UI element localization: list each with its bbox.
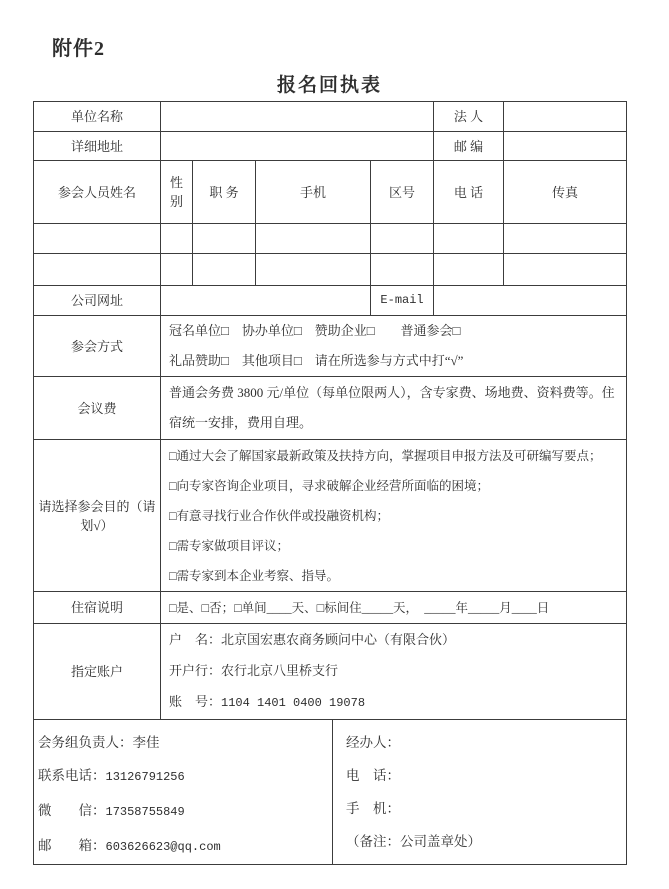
organizer-wechat-value: 17358755849 — [105, 805, 185, 819]
gender-header-line1: 性 — [169, 175, 183, 190]
page-title: 报名回执表 — [276, 75, 382, 96]
fax-header: 传真 — [504, 161, 627, 224]
address-label: 详细地址 — [34, 132, 161, 161]
attendee1-gender-cell — [161, 224, 193, 254]
gender-header — [161, 161, 193, 224]
organizer-name-line — [38, 726, 328, 759]
account-number-line — [169, 686, 620, 719]
organizer-name-value: 李佳 — [132, 735, 160, 750]
purpose-options-cell — [161, 440, 627, 592]
row-address — [34, 132, 627, 161]
legal-person-input-cell — [504, 102, 627, 132]
row-participation — [34, 316, 627, 377]
purpose-label — [34, 440, 161, 592]
account-details-cell — [161, 624, 627, 720]
area-code-header: 区号 — [371, 161, 434, 224]
phone-header: 电 话 — [434, 161, 504, 224]
attendee-name-header: 参会人员姓名 — [34, 161, 161, 224]
gender-header-line2: 别 — [169, 194, 183, 209]
attendee1-area-code-cell — [371, 224, 434, 254]
account-holder-value: 北京国宏惠农商务顾问中心（有限合伙） — [221, 632, 456, 647]
purpose-option: □向专家咨询企业项目，寻求破解企业经营所面临的困境； — [169, 478, 490, 493]
organizer-email-label: 邮 箱： — [38, 838, 106, 853]
position-header: 职 务 — [193, 161, 256, 224]
account-bank-value: 农行北京八里桥支行 — [221, 663, 339, 678]
purpose-label-line1: 请选择参会目的（请 — [38, 498, 156, 514]
account-label: 指定账户 — [34, 624, 161, 720]
organizer-phone-value: 13126791256 — [105, 770, 185, 784]
fee-label: 会议费 — [34, 377, 161, 440]
account-number-label: 账 号： — [169, 694, 222, 709]
attendee2-phone-cell — [434, 254, 504, 286]
company-seal-note: （备注：公司盖章处） — [346, 834, 481, 849]
attendee2-mobile-cell — [256, 254, 371, 286]
participation-options-cell — [161, 316, 627, 377]
account-bank-label: 开户行： — [169, 663, 222, 678]
row-website — [34, 286, 627, 316]
attendee2-gender-cell — [161, 254, 193, 286]
organizer-phone-line — [38, 759, 328, 794]
attendee1-position-cell — [193, 224, 256, 254]
fee-description: 普通会务费 3800 元/单位（每单位限两人），含专家费、场地费、资料费等。住宿统一安排，费用自理。 — [161, 377, 627, 440]
handler-label: 经办人： — [346, 735, 400, 750]
row-unit-name — [34, 102, 627, 132]
organizer-email-line — [38, 829, 328, 864]
purpose-option: □需专家做项目评议； — [169, 538, 290, 553]
unit-name-input-cell — [161, 102, 434, 132]
organizer-wechat-line — [38, 794, 328, 829]
account-number-value: 1104 1401 0400 19078 — [221, 696, 366, 710]
address-input-cell — [161, 132, 434, 161]
row-footer-contacts — [34, 720, 627, 865]
legal-person-label: 法 人 — [434, 102, 504, 132]
email-label: E-mail — [371, 286, 434, 316]
organizer-contact-cell — [34, 720, 333, 865]
purpose-label-line2: 划√） — [80, 517, 114, 533]
purpose-option: □通过大会了解国家最新政策及扶持方向，掌握项目申报方法及可研编写要点； — [169, 448, 602, 463]
attachment-label: 附件2 — [52, 38, 105, 60]
website-input-cell — [161, 286, 371, 316]
attendee2-name-cell — [34, 254, 161, 286]
organizer-wechat-label: 微 信： — [38, 803, 106, 818]
attendee2-area-code-cell — [371, 254, 434, 286]
website-label: 公司网址 — [34, 286, 161, 316]
attendee-row-1 — [34, 224, 627, 254]
purpose-option: □需专家到本企业考察、指导。 — [169, 568, 340, 583]
email-input-cell — [434, 286, 627, 316]
organizer-name-label: 会务组负责人： — [38, 735, 133, 750]
row-attendee-header — [34, 161, 627, 224]
handler-phone-label: 电 话： — [346, 768, 400, 783]
account-holder-line — [169, 624, 620, 655]
postal-code-label: 邮 编 — [434, 132, 504, 161]
purpose-option: □有意寻找行业合作伙伴或投融资机构； — [169, 508, 390, 523]
attendee1-fax-cell — [504, 224, 627, 254]
account-holder-label: 户 名： — [169, 632, 222, 647]
accommodation-options: □是、□否；□单间____天、□标间住_____天， _____年_____月____日 — [161, 592, 627, 624]
applicant-contact-cell — [333, 720, 627, 865]
attendee1-phone-cell — [434, 224, 504, 254]
participation-options-line1: 冠名单位□ 协办单位□ 赞助企业□ 普通参会□ — [169, 323, 461, 338]
row-accommodation — [34, 592, 627, 624]
row-fee — [34, 377, 627, 440]
handler-mobile-label: 手 机： — [346, 801, 400, 816]
organizer-phone-label: 联系电话： — [38, 768, 106, 783]
attendee1-mobile-cell — [256, 224, 371, 254]
row-purpose — [34, 440, 627, 592]
participation-label: 参会方式 — [34, 316, 161, 377]
postal-code-input-cell — [504, 132, 627, 161]
participation-options-line2: 礼品赞助□ 其他项目□ 请在所选参与方式中打“√” — [169, 353, 464, 368]
attendee-row-2 — [34, 254, 627, 286]
mobile-header: 手机 — [256, 161, 371, 224]
accommodation-label: 住宿说明 — [34, 592, 161, 624]
account-bank-line — [169, 655, 620, 686]
attendee2-position-cell — [193, 254, 256, 286]
attendee2-fax-cell — [504, 254, 627, 286]
unit-name-label: 单位名称 — [34, 102, 161, 132]
row-account — [34, 624, 627, 720]
registration-form-table — [33, 101, 627, 865]
organizer-email-value: 603626623@qq.com — [105, 840, 221, 854]
attendee1-name-cell — [34, 224, 161, 254]
